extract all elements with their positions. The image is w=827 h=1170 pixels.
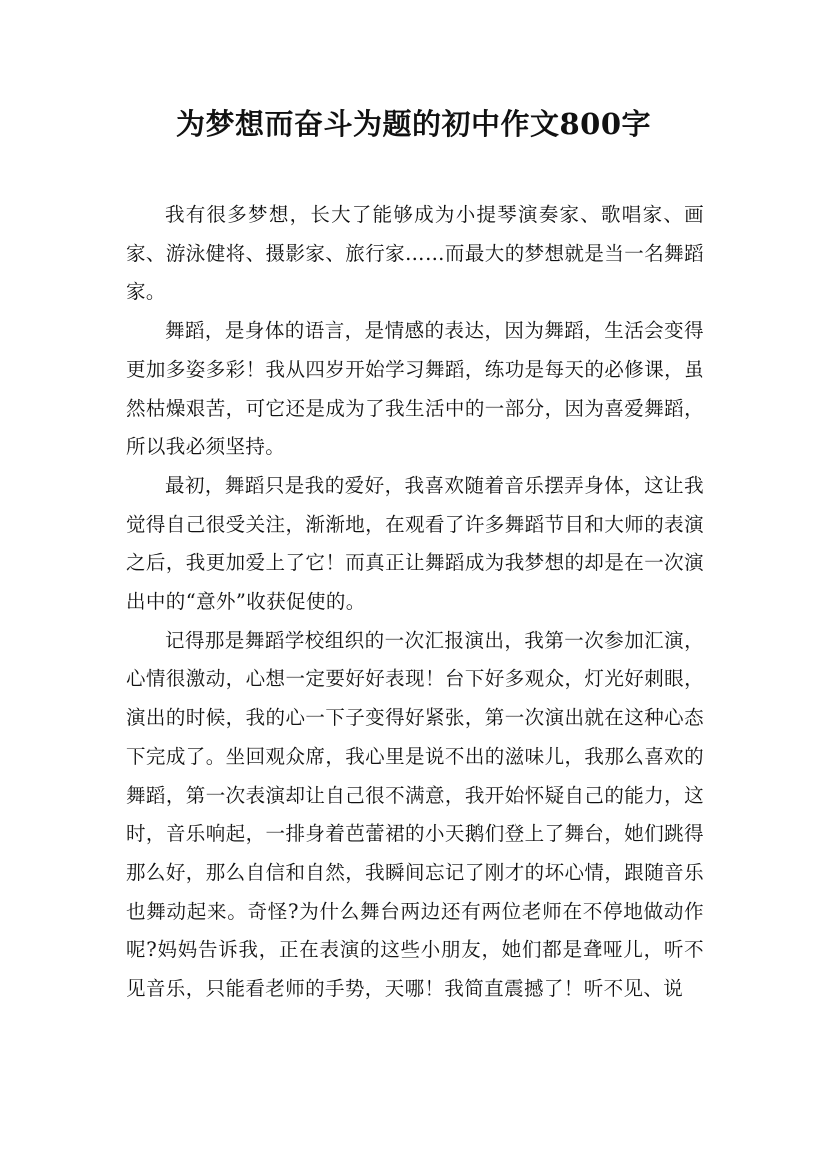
paragraph-1: 我有很多梦想，长大了能够成为小提琴演奏家、歌唱家、画家、游泳健将、摄影家、旅行家……而最大的梦想就是当一名舞蹈家。 [126,203,704,304]
paragraph-2: 舞蹈，是身体的语言，是情感的表达，因为舞蹈，生活会变得更加多姿多彩！我从四岁开始学习舞蹈，练功是每天的必修课，虽然枯燥艰苦，可它还是成为了我生活中的一部分，因为喜爱舞蹈，所以我必须坚持。 [126,319,704,459]
paragraph-3: 最初，舞蹈只是我的爱好，我喜欢随着音乐摆弄身体，这让我觉得自己很受关注，渐渐地，在观看了许多舞蹈节目和大师的表演之后，我更加爱上了它！而真正让舞蹈成为我梦想的却是在一次演出中的“意外”收获促使的。 [126,473,704,614]
paragraph-4: 记得那是舞蹈学校组织的一次汇报演出，我第一次参加汇演，心情很激动，心想一定要好好表现！台下好多观众，灯光好刺眼，演出的时候，我的心一下子变得好紧张，第一次演出就在这种心态下完成了。坐回观众席，我心里是说不出的滋味儿，我那么喜欢的舞蹈，第一次表演却让自己很不满意，我开始怀疑自己的能力，这时，音乐响起，一排身着芭蕾裙的小天鹅们登上了舞台，她们跳得那么好，那么自信和自然，我瞬间忘记了刚才的坏心情，跟随音乐也舞动起来。奇怪?为什么舞台两边还有两位老师在不停地做动作呢?妈妈告诉我，正在表演的这些小朋友，她们都是聋哑儿，听不见音乐，只能看老师的手势，天哪！我简直震撼了！听不见、说 [126,628,704,1001]
document-title: 为梦想而奋斗为题的初中作文800字 [175,107,652,141]
document-body [126,196,704,1009]
